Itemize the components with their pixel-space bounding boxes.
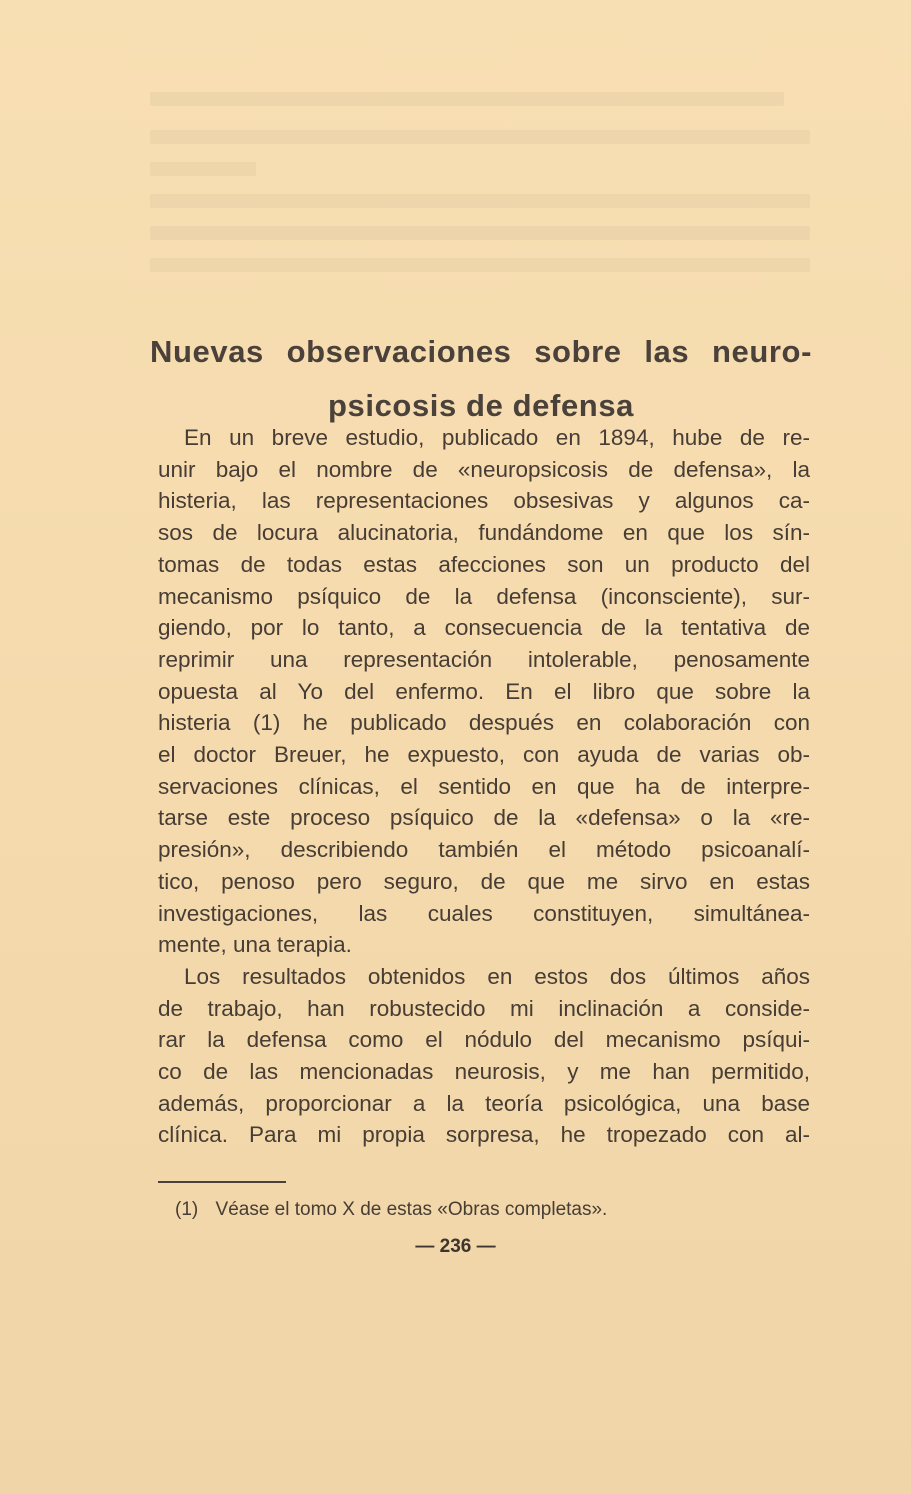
footnote (175, 1199, 607, 1221)
text-line: mente, una terapia. (158, 932, 352, 958)
text-line: presión», describiendo también el método psicoanalí- (158, 837, 810, 863)
footnote-divider (158, 1181, 286, 1183)
text-line: de trabajo, han robustecido mi inclinación a conside- (158, 995, 810, 1021)
bleed-through-text (150, 92, 810, 290)
footnote-text: Véase el tomo X de estas «Obras completas». (215, 1199, 608, 1220)
text-line: clínica. Para mi propia sorpresa, he tropezado con al- (158, 1122, 810, 1148)
bleed-through-line (150, 258, 810, 272)
text-line: opuesta al Yo del enfermo. En el libro que sobre la (158, 678, 810, 704)
text-line: histeria (1) he publicado después en colaboración con (158, 710, 810, 736)
text-line: servaciones clínicas, el sentido en que ha de interpre- (158, 773, 810, 799)
chapter-title-line-2: psicosis de defensa (327, 387, 635, 423)
bleed-through-line (150, 130, 810, 144)
text-line: tarse este proceso psíquico de la «defensa» o la «re- (158, 805, 810, 831)
text-line: rar la defensa como el nódulo del mecanismo psíqui- (158, 1027, 810, 1053)
paragraph-1 (158, 422, 810, 961)
text-line: tomas de todas estas afecciones son un producto del (158, 551, 810, 577)
footnote-marker: (1) (175, 1199, 199, 1220)
chapter-title (150, 325, 812, 433)
text-line: sos de locura alucinatoria, fundándome en que los sín- (158, 520, 810, 546)
body-text (158, 422, 810, 1151)
paragraph-2 (158, 961, 810, 1151)
text-line: además, proporcionar a la teoría psicológica, una base (158, 1090, 810, 1116)
bleed-through-line (150, 226, 810, 240)
chapter-title-line-1: Nuevas observaciones sobre las neuro- (150, 333, 812, 369)
text-line: investigaciones, las cuales constituyen, simultánea- (158, 900, 810, 926)
text-line: co de las mencionadas neurosis, y me han permitido, (158, 1059, 810, 1085)
text-line: unir bajo el nombre de «neuropsicosis de defensa», la (158, 456, 810, 482)
text-line: En un breve estudio, publicado en 1894, hube de re- (184, 425, 810, 450)
text-line: el doctor Breuer, he expuesto, con ayuda de varias ob- (158, 742, 810, 768)
page-number: — 236 — (415, 1236, 496, 1257)
bleed-through-line (150, 92, 784, 106)
bleed-through-line (150, 194, 810, 208)
text-line: tico, penoso pero seguro, de que me sirvo en estas (158, 868, 810, 894)
bleed-through-line (150, 162, 256, 176)
text-line: reprimir una representación intolerable, penosamente (158, 646, 810, 672)
text-line: giendo, por lo tanto, a consecuencia de la tentativa de (158, 615, 810, 641)
text-line: Los resultados obtenidos en estos dos últimos años (184, 963, 810, 989)
text-line: mecanismo psíquico de la defensa (inconsciente), sur- (158, 583, 810, 609)
text-line: histeria, las representaciones obsesivas y algunos ca- (158, 488, 810, 514)
